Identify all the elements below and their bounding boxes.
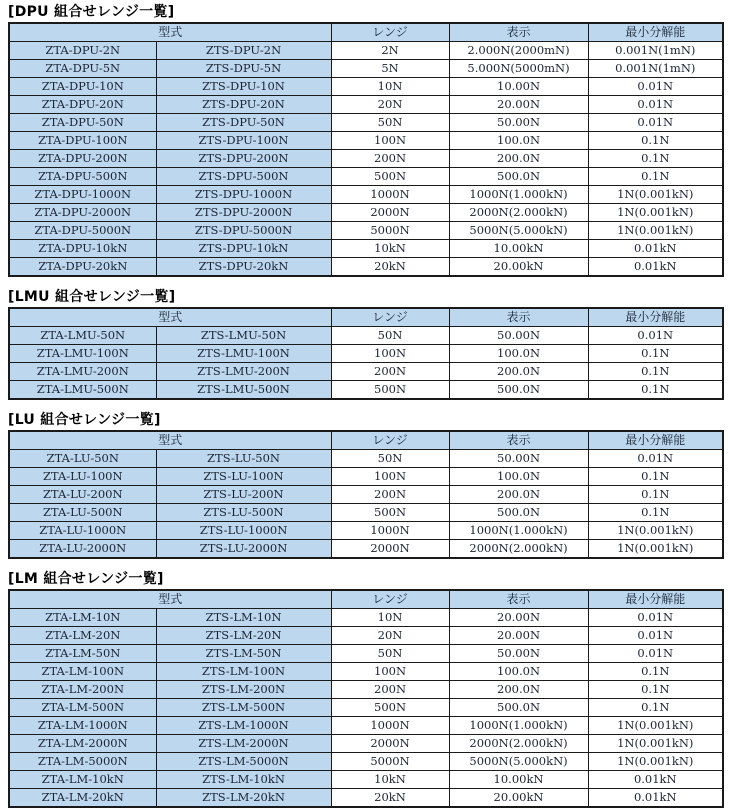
resolution-cell: 0.1N (588, 504, 723, 522)
table-body (9, 450, 723, 559)
resolution-cell: 0.1N (588, 381, 723, 400)
model-zts-cell: ZTS-LMU-100N (156, 345, 331, 363)
model-zts-cell: ZTS-DPU-200N (156, 150, 331, 168)
table-title: [LMU 組合せレンジ一覧] (8, 289, 176, 305)
model-zta-cell: ZTA-LM-2000N (9, 735, 156, 753)
display-cell: 1000N(1.000kN) (449, 186, 588, 204)
column-header-display: 表示 (449, 431, 588, 450)
column-header-model: 型式 (9, 308, 331, 327)
display-cell: 2.000N(2000mN) (449, 42, 588, 60)
model-zta-cell: ZTA-DPU-500N (9, 168, 156, 186)
range-cell: 50N (331, 645, 449, 663)
model-zts-cell: ZTS-LU-100N (156, 468, 331, 486)
resolution-cell: 0.01N (588, 609, 723, 627)
resolution-cell: 1N(0.001kN) (588, 186, 723, 204)
resolution-cell: 0.01N (588, 327, 723, 345)
model-zts-cell: ZTS-LU-200N (156, 486, 331, 504)
table-row (9, 504, 723, 522)
resolution-cell: 0.01N (588, 96, 723, 114)
display-cell: 20.00N (449, 627, 588, 645)
model-zta-cell: ZTA-LU-500N (9, 504, 156, 522)
model-zts-cell: ZTS-LU-50N (156, 450, 331, 468)
model-zts-cell: ZTS-LM-20N (156, 627, 331, 645)
model-zts-cell: ZTS-LU-2000N (156, 540, 331, 559)
table-body (9, 42, 723, 277)
display-cell: 100.0N (449, 345, 588, 363)
range-cell: 50N (331, 450, 449, 468)
display-cell: 20.00kN (449, 789, 588, 808)
model-zta-cell: ZTA-LM-20N (9, 627, 156, 645)
display-cell: 10.00kN (449, 240, 588, 258)
display-cell: 200.0N (449, 150, 588, 168)
range-cell: 500N (331, 381, 449, 400)
column-header-range: レンジ (331, 308, 449, 327)
table-row (9, 522, 723, 540)
resolution-cell: 0.01N (588, 78, 723, 96)
table-body (9, 327, 723, 400)
resolution-cell: 0.01N (588, 645, 723, 663)
table-body (9, 609, 723, 808)
range-table-section (8, 4, 730, 277)
range-table-section (8, 571, 730, 808)
display-cell: 2000N(2.000kN) (449, 540, 588, 559)
display-cell: 100.0N (449, 468, 588, 486)
display-cell: 2000N(2.000kN) (449, 204, 588, 222)
table-row (9, 735, 723, 753)
column-header-model: 型式 (9, 23, 331, 42)
range-cell: 50N (331, 114, 449, 132)
model-zts-cell: ZTS-LM-50N (156, 645, 331, 663)
model-zta-cell: ZTA-LMU-500N (9, 381, 156, 400)
model-zts-cell: ZTS-DPU-100N (156, 132, 331, 150)
model-zta-cell: ZTA-LMU-200N (9, 363, 156, 381)
model-zta-cell: ZTA-DPU-2000N (9, 204, 156, 222)
column-header-resolution: 最小分解能 (588, 431, 723, 450)
model-zta-cell: ZTA-LU-1000N (9, 522, 156, 540)
model-zta-cell: ZTA-LU-50N (9, 450, 156, 468)
table-row (9, 240, 723, 258)
display-cell: 100.0N (449, 132, 588, 150)
column-header-display: 表示 (449, 590, 588, 609)
header-row (9, 431, 723, 450)
resolution-cell: 0.001N(1mN) (588, 60, 723, 78)
range-cell: 50N (331, 327, 449, 345)
range-table (8, 307, 724, 400)
display-cell: 200.0N (449, 681, 588, 699)
table-row (9, 327, 723, 345)
model-zta-cell: ZTA-DPU-20N (9, 96, 156, 114)
model-zta-cell: ZTA-DPU-100N (9, 132, 156, 150)
resolution-cell: 0.01kN (588, 258, 723, 277)
table-row (9, 663, 723, 681)
resolution-cell: 0.1N (588, 132, 723, 150)
model-zta-cell: ZTA-LM-20kN (9, 789, 156, 808)
display-cell: 20.00N (449, 96, 588, 114)
table-title: [LM 組合せレンジ一覧] (8, 571, 164, 587)
table-row (9, 132, 723, 150)
column-header-resolution: 最小分解能 (588, 23, 723, 42)
range-cell: 2000N (331, 540, 449, 559)
range-cell: 10N (331, 78, 449, 96)
table-row (9, 627, 723, 645)
model-zts-cell: ZTS-DPU-50N (156, 114, 331, 132)
resolution-cell: 1N(0.001kN) (588, 204, 723, 222)
table-row (9, 345, 723, 363)
resolution-cell: 0.1N (588, 663, 723, 681)
resolution-cell: 0.1N (588, 363, 723, 381)
table-row (9, 609, 723, 627)
table-row (9, 78, 723, 96)
display-cell: 10.00N (449, 78, 588, 96)
model-zta-cell: ZTA-DPU-1000N (9, 186, 156, 204)
model-zta-cell: ZTA-LM-10N (9, 609, 156, 627)
model-zts-cell: ZTS-LM-2000N (156, 735, 331, 753)
table-title: [DPU 組合せレンジ一覧] (8, 4, 175, 20)
model-zts-cell: ZTS-DPU-1000N (156, 186, 331, 204)
range-cell: 1000N (331, 717, 449, 735)
model-zts-cell: ZTS-LMU-500N (156, 381, 331, 400)
resolution-cell: 0.1N (588, 150, 723, 168)
table-row (9, 150, 723, 168)
resolution-cell: 0.01N (588, 450, 723, 468)
resolution-cell: 0.1N (588, 681, 723, 699)
model-zta-cell: ZTA-DPU-20kN (9, 258, 156, 277)
range-cell: 10kN (331, 771, 449, 789)
table-row (9, 381, 723, 400)
display-cell: 500.0N (449, 504, 588, 522)
range-cell: 200N (331, 681, 449, 699)
model-zts-cell: ZTS-LM-10kN (156, 771, 331, 789)
column-header-range: レンジ (331, 23, 449, 42)
column-header-range: レンジ (331, 431, 449, 450)
model-zta-cell: ZTA-LMU-100N (9, 345, 156, 363)
resolution-cell: 0.01N (588, 627, 723, 645)
display-cell: 1000N(1.000kN) (449, 522, 588, 540)
table-row (9, 468, 723, 486)
resolution-cell: 0.001N(1mN) (588, 42, 723, 60)
range-cell: 100N (331, 132, 449, 150)
range-table-section (8, 412, 730, 559)
model-zta-cell: ZTA-DPU-5N (9, 60, 156, 78)
range-cell: 2N (331, 42, 449, 60)
table-title: [LU 組合せレンジ一覧] (8, 412, 161, 428)
model-zts-cell: ZTS-LMU-200N (156, 363, 331, 381)
range-cell: 100N (331, 468, 449, 486)
display-cell: 50.00N (449, 327, 588, 345)
model-zta-cell: ZTA-LM-50N (9, 645, 156, 663)
display-cell: 1000N(1.000kN) (449, 717, 588, 735)
table-row (9, 540, 723, 559)
display-cell: 200.0N (449, 363, 588, 381)
display-cell: 500.0N (449, 381, 588, 400)
model-zts-cell: ZTS-LM-100N (156, 663, 331, 681)
display-cell: 10.00kN (449, 771, 588, 789)
model-zta-cell: ZTA-LM-100N (9, 663, 156, 681)
range-cell: 20kN (331, 258, 449, 277)
table-row (9, 222, 723, 240)
table-row (9, 789, 723, 808)
table-row (9, 681, 723, 699)
model-zta-cell: ZTA-DPU-50N (9, 114, 156, 132)
model-zta-cell: ZTA-LM-5000N (9, 753, 156, 771)
table-row (9, 450, 723, 468)
model-zts-cell: ZTS-LM-5000N (156, 753, 331, 771)
display-cell: 20.00N (449, 609, 588, 627)
range-cell: 20N (331, 96, 449, 114)
model-zta-cell: ZTA-DPU-200N (9, 150, 156, 168)
range-table (8, 22, 724, 277)
range-table (8, 430, 724, 559)
display-cell: 500.0N (449, 699, 588, 717)
model-zts-cell: ZTS-DPU-10N (156, 78, 331, 96)
range-cell: 2000N (331, 204, 449, 222)
model-zts-cell: ZTS-LMU-50N (156, 327, 331, 345)
model-zta-cell: ZTA-LU-2000N (9, 540, 156, 559)
model-zta-cell: ZTA-LMU-50N (9, 327, 156, 345)
resolution-cell: 0.1N (588, 486, 723, 504)
table-row (9, 258, 723, 277)
table-row (9, 717, 723, 735)
resolution-cell: 0.01kN (588, 771, 723, 789)
model-zts-cell: ZTS-LM-1000N (156, 717, 331, 735)
table-row (9, 96, 723, 114)
resolution-cell: 0.1N (588, 168, 723, 186)
resolution-cell: 0.1N (588, 468, 723, 486)
model-zts-cell: ZTS-LU-500N (156, 504, 331, 522)
table-row (9, 42, 723, 60)
table-row (9, 699, 723, 717)
column-header-range: レンジ (331, 590, 449, 609)
range-cell: 2000N (331, 735, 449, 753)
model-zta-cell: ZTA-LM-500N (9, 699, 156, 717)
range-cell: 100N (331, 345, 449, 363)
range-cell: 200N (331, 363, 449, 381)
display-cell: 50.00N (449, 114, 588, 132)
model-zts-cell: ZTS-DPU-2000N (156, 204, 331, 222)
display-cell: 500.0N (449, 168, 588, 186)
model-zta-cell: ZTA-LU-200N (9, 486, 156, 504)
range-cell: 20kN (331, 789, 449, 808)
display-cell: 5000N(5.000kN) (449, 222, 588, 240)
model-zta-cell: ZTA-LM-200N (9, 681, 156, 699)
model-zta-cell: ZTA-DPU-10kN (9, 240, 156, 258)
model-zts-cell: ZTS-LM-500N (156, 699, 331, 717)
model-zts-cell: ZTS-DPU-5000N (156, 222, 331, 240)
resolution-cell: 1N(0.001kN) (588, 735, 723, 753)
resolution-cell: 0.01N (588, 114, 723, 132)
table-row (9, 753, 723, 771)
range-cell: 20N (331, 627, 449, 645)
resolution-cell: 1N(0.001kN) (588, 540, 723, 559)
model-zta-cell: ZTA-LU-100N (9, 468, 156, 486)
resolution-cell: 0.1N (588, 699, 723, 717)
column-header-model: 型式 (9, 590, 331, 609)
resolution-cell: 1N(0.001kN) (588, 753, 723, 771)
range-cell: 200N (331, 486, 449, 504)
model-zta-cell: ZTA-DPU-10N (9, 78, 156, 96)
table-row (9, 645, 723, 663)
range-cell: 10kN (331, 240, 449, 258)
resolution-cell: 0.01kN (588, 789, 723, 808)
range-cell: 5000N (331, 753, 449, 771)
range-cell: 5N (331, 60, 449, 78)
model-zts-cell: ZTS-DPU-20kN (156, 258, 331, 277)
resolution-cell: 1N(0.001kN) (588, 522, 723, 540)
display-cell: 100.0N (449, 663, 588, 681)
model-zts-cell: ZTS-DPU-2N (156, 42, 331, 60)
range-cell: 500N (331, 504, 449, 522)
model-zts-cell: ZTS-DPU-5N (156, 60, 331, 78)
header-row (9, 308, 723, 327)
table-row (9, 486, 723, 504)
tables-container (8, 4, 730, 808)
display-cell: 5000N(5.000kN) (449, 753, 588, 771)
model-zts-cell: ZTS-LM-10N (156, 609, 331, 627)
range-cell: 10N (331, 609, 449, 627)
range-cell: 200N (331, 150, 449, 168)
display-cell: 200.0N (449, 486, 588, 504)
model-zts-cell: ZTS-LM-200N (156, 681, 331, 699)
table-row (9, 363, 723, 381)
model-zta-cell: ZTA-LM-10kN (9, 771, 156, 789)
table-row (9, 168, 723, 186)
header-row (9, 23, 723, 42)
range-cell: 100N (331, 663, 449, 681)
header-row (9, 590, 723, 609)
range-cell: 500N (331, 699, 449, 717)
model-zta-cell: ZTA-DPU-2N (9, 42, 156, 60)
column-header-model: 型式 (9, 431, 331, 450)
range-cell: 1000N (331, 186, 449, 204)
display-cell: 2000N(2.000kN) (449, 735, 588, 753)
display-cell: 5.000N(5000mN) (449, 60, 588, 78)
column-header-display: 表示 (449, 308, 588, 327)
table-row (9, 771, 723, 789)
display-cell: 20.00kN (449, 258, 588, 277)
range-cell: 1000N (331, 522, 449, 540)
table-row (9, 186, 723, 204)
range-cell: 5000N (331, 222, 449, 240)
range-table-section (8, 289, 730, 400)
column-header-resolution: 最小分解能 (588, 308, 723, 327)
model-zta-cell: ZTA-LM-1000N (9, 717, 156, 735)
model-zts-cell: ZTS-DPU-20N (156, 96, 331, 114)
model-zts-cell: ZTS-LU-1000N (156, 522, 331, 540)
model-zts-cell: ZTS-DPU-10kN (156, 240, 331, 258)
resolution-cell: 1N(0.001kN) (588, 717, 723, 735)
range-table (8, 589, 724, 808)
column-header-resolution: 最小分解能 (588, 590, 723, 609)
model-zta-cell: ZTA-DPU-5000N (9, 222, 156, 240)
resolution-cell: 0.01kN (588, 240, 723, 258)
resolution-cell: 0.1N (588, 345, 723, 363)
model-zts-cell: ZTS-DPU-500N (156, 168, 331, 186)
table-row (9, 60, 723, 78)
column-header-display: 表示 (449, 23, 588, 42)
resolution-cell: 1N(0.001kN) (588, 222, 723, 240)
display-cell: 50.00N (449, 645, 588, 663)
table-row (9, 114, 723, 132)
table-row (9, 204, 723, 222)
display-cell: 50.00N (449, 450, 588, 468)
model-zts-cell: ZTS-LM-20kN (156, 789, 331, 808)
range-cell: 500N (331, 168, 449, 186)
